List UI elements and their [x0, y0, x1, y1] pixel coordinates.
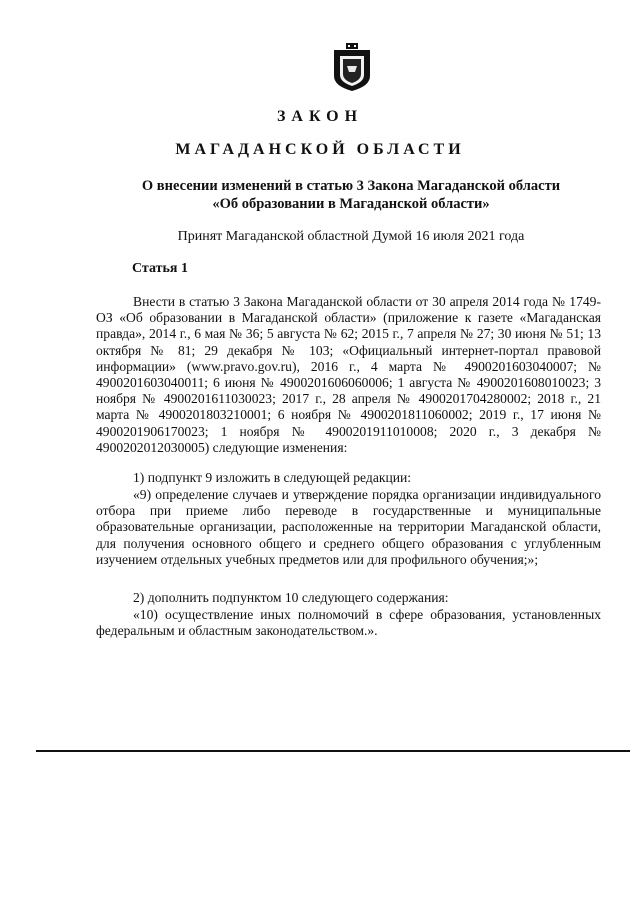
amendment-item-2-text: «10) осуществление иных полномочий в сфере образования, установленных федеральным и областным законодательством.». [96, 607, 601, 639]
region-title: МАГАДАНСКОЙ ОБЛАСТИ [175, 141, 465, 158]
amendment-item-2-heading: 2) дополнить подпунктом 10 следующего содержания: [133, 590, 449, 605]
adoption-note: Принят Магаданской областной Думой 16 июля 2021 года [177, 229, 525, 244]
amendment-item-1-text: «9) определение случаев и утверждение порядка организации индивидуального отбора при приеме либо переводе в государственные и муниципальные образовательные организации, расположенные на территории Магаданской области, для получения основного общего и среднего общего образования с углубленным изучением отдельных учебных предметов или для профильного обучения;»; [96, 487, 601, 567]
law-title: ЗАКОН [276, 108, 364, 125]
document-subject-line-2: «Об образовании в Магаданской области» [212, 196, 490, 212]
intro-paragraph: Внести в статью 3 Закона Магаданской области от 30 апреля 2014 года № 1749-ОЗ «Об образовании в Магаданской области» (приложение к газете «Магаданская правда», 2014 г., 6 мая № 36; 5 августа № 62; 2015 г., 7 апреля № 27; 30 июня № 51; 13 октября № 81; 29 декабря № 103; «Официальный интернет-портал правовой информации» (www.pravo.gov.ru), 2016 г., 4 марта № 4900201603040007; № 4900201603040011; 6 июня № 4900201606060006; 1 августа № 4900201608010023; 3 ноября № 4900201611030023; 2017 г., 28 апреля № 4900201704280002; 2018 г., 21 марта № 4900201803210001; 6 ноября № 4900201811060002; 2019 г., 17 июня № 4900201906170023; 1 ноября № 4900201911010008; 2020 г., 3 декабря № 4900202012030005) следующие изменения: [96, 294, 601, 455]
coat-of-arms-icon [330, 42, 374, 92]
document-subject [96, 177, 606, 213]
footer-divider [36, 750, 630, 752]
article-title: Статья 1 [132, 261, 188, 276]
amendment-item-1-heading: 1) подпункт 9 изложить в следующей редакции: [133, 470, 412, 485]
document-subject-line-1: О внесении изменений в статью 3 Закона Магаданской области [141, 178, 561, 194]
